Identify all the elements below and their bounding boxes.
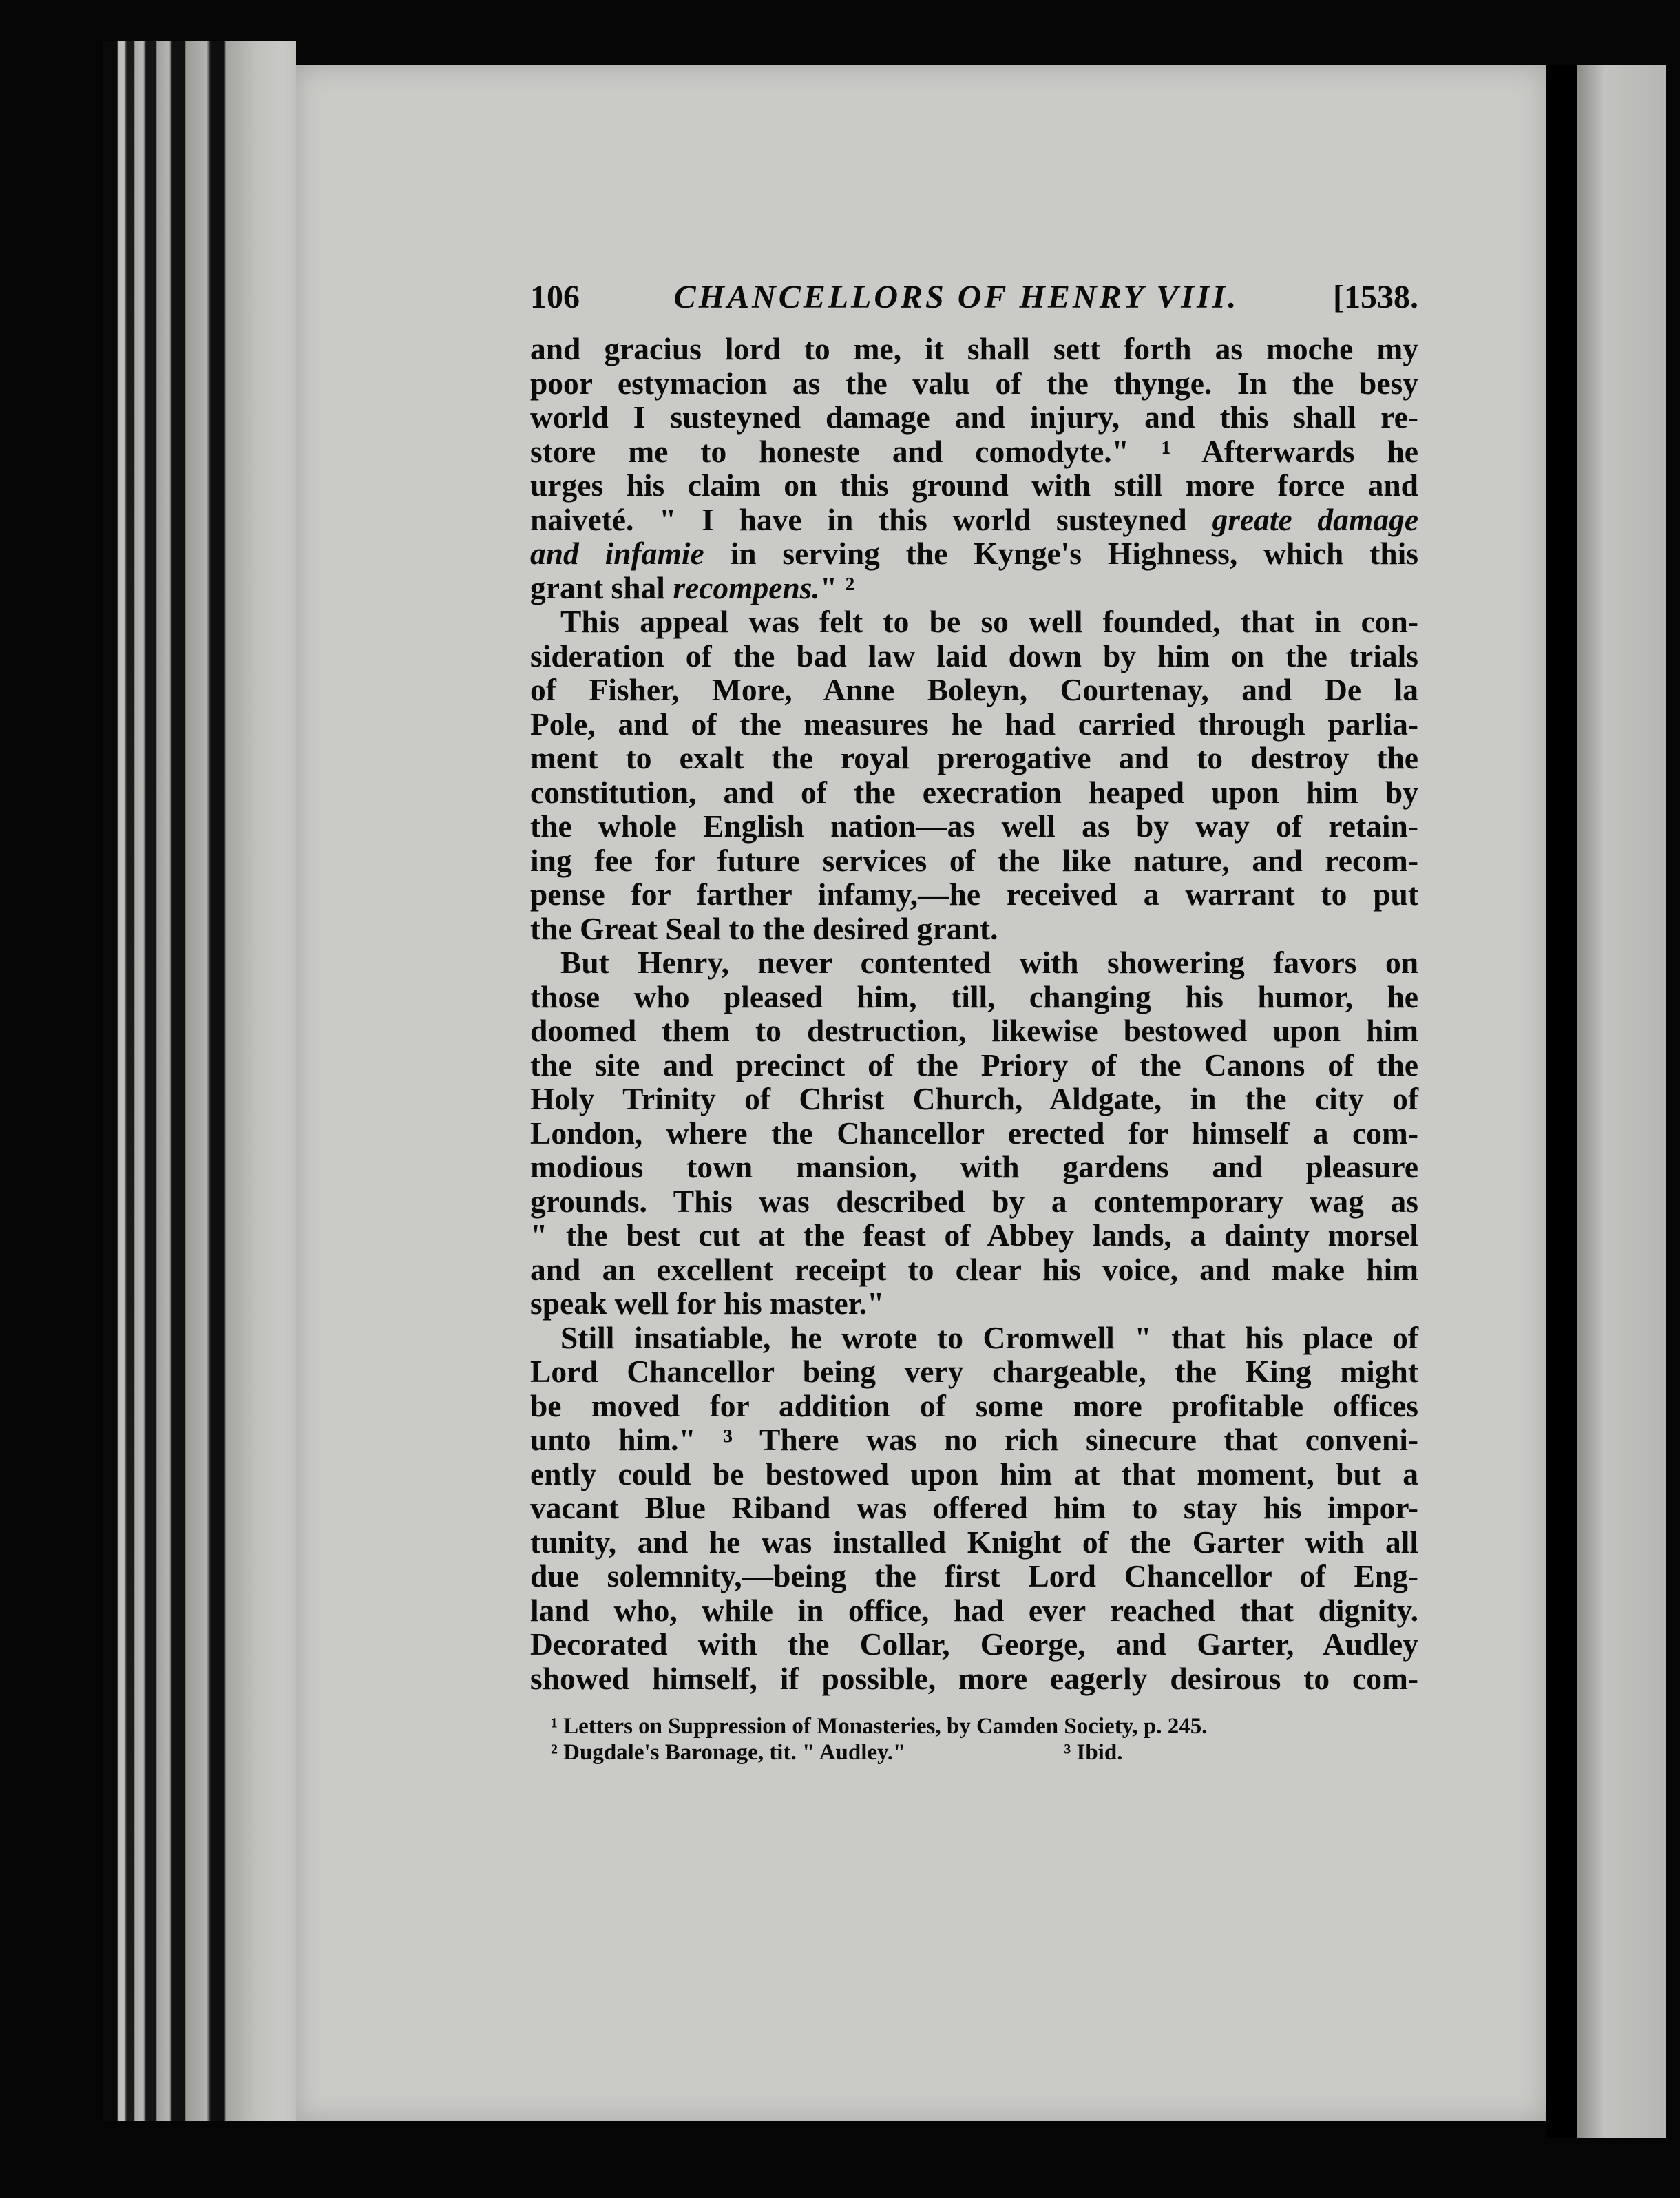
- text-line: [530, 571, 1418, 605]
- italic-text: and infamie: [530, 536, 704, 571]
- line-text: " the best cut at the feast of Abbey lands, a dainty morsel: [530, 1217, 1418, 1253]
- text-line: [530, 366, 1418, 401]
- text-line: [530, 1048, 1418, 1082]
- line-text: the whole English nation—as well as by way of retain-: [530, 808, 1418, 844]
- text-line: [530, 1559, 1418, 1593]
- text-line: [530, 1457, 1418, 1492]
- text-line: [530, 912, 1418, 946]
- line-text: store me to honeste and comodyte." ¹ Afterwards he: [530, 433, 1418, 469]
- text-line: [530, 435, 1418, 469]
- text-line: [530, 1184, 1418, 1219]
- line-text: ently could be bestowed upon him at that moment, but a: [530, 1456, 1418, 1492]
- text-line: [530, 1150, 1418, 1184]
- text-line: [530, 1662, 1418, 1696]
- line-text: vacant Blue Riband was offered him to stay his impor-: [530, 1490, 1418, 1525]
- line-text: and gracius lord to me, it shall sett forth as moche my: [530, 331, 1418, 366]
- line-text: Decorated with the Collar, George, and Garter, Audley: [530, 1626, 1418, 1662]
- line-text: Holy Trinity of Christ Church, Aldgate, in the city of: [530, 1081, 1418, 1116]
- line-text: be moved for addition of some more profitable offices: [530, 1388, 1418, 1423]
- text-line: [530, 945, 1418, 980]
- footnote-text: ³ Ibid.: [1064, 1740, 1123, 1765]
- line-text: grant shal: [530, 569, 673, 605]
- text-line: [530, 1321, 1418, 1355]
- text-line: [530, 605, 1418, 639]
- text-line: [530, 1253, 1418, 1287]
- line-text: of Fisher, More, Anne Boleyn, Courtenay, and De la: [530, 672, 1418, 707]
- line-text: But Henry, never contented with showering favors on: [560, 945, 1418, 980]
- text-line: [530, 468, 1418, 503]
- line-text: ing fee for future services of the like nature, and recom-: [530, 842, 1418, 878]
- line-text: " ²: [819, 569, 855, 605]
- line-text: the Great Seal to the desired grant.: [530, 910, 998, 946]
- line-text: those who pleased him, till, changing his humor, he: [530, 978, 1418, 1014]
- line-text: and an excellent receipt to clear his voice, and make him: [530, 1251, 1418, 1287]
- text-line: [530, 1525, 1418, 1560]
- footnotes: [530, 1713, 1418, 1766]
- line-text: naiveté. " I have in this world susteyned: [530, 501, 1212, 537]
- gutter: [1546, 65, 1577, 2138]
- text-line: [530, 1082, 1418, 1116]
- text-line: [530, 1491, 1418, 1525]
- text-line: [530, 741, 1418, 775]
- line-text: due solemnity,—being the first Lord Chancellor of Eng-: [530, 1558, 1418, 1593]
- footnote-text: ² Dugdale's Baronage, tit. " Audley.": [551, 1740, 906, 1765]
- line-text: Still insatiable, he wrote to Cromwell " that his place of: [560, 1319, 1418, 1355]
- footnote: [530, 1739, 1418, 1766]
- line-text: London, where the Chancellor erected for himself a com-: [530, 1115, 1418, 1151]
- running-head: [530, 277, 1418, 326]
- text-line: [530, 503, 1418, 537]
- text-line: [530, 639, 1418, 673]
- italic-text: greate damage: [1212, 501, 1419, 537]
- line-text: speak well for his master.": [530, 1286, 885, 1321]
- facing-page-edge: [1577, 65, 1666, 2138]
- text-line: [530, 1286, 1418, 1321]
- line-text: This appeal was felt to be so well founded, that in con-: [560, 604, 1418, 639]
- text-line: [530, 844, 1418, 878]
- line-text: tunity, and he was installed Knight of the Garter with all: [530, 1524, 1418, 1560]
- line-text: land who, while in office, had ever reached that dignity.: [530, 1592, 1418, 1628]
- text-line: [530, 1116, 1418, 1151]
- footnote-text: ¹ Letters on Suppression of Monasteries, by Camden Society, p. 245.: [551, 1714, 1208, 1739]
- italic-text: recompens.: [673, 569, 820, 605]
- text-line: [530, 1389, 1418, 1423]
- text-line: [530, 673, 1418, 707]
- line-text: Lord Chancellor being very chargeable, the King might: [530, 1354, 1418, 1389]
- line-text: urges his claim on this ground with still more force and: [530, 468, 1418, 503]
- page-number: 106: [530, 279, 580, 315]
- text-line: [530, 775, 1418, 810]
- line-text: sideration of the bad law laid down by him on the trials: [530, 638, 1418, 673]
- text-line: [530, 877, 1418, 912]
- text-line: [530, 980, 1418, 1014]
- body-text: [530, 332, 1418, 1695]
- text-line: [530, 1218, 1418, 1253]
- line-text: constitution, and of the execration heaped upon him by: [530, 774, 1418, 810]
- line-text: poor estymacion as the valu of the thynge. In the besy: [530, 365, 1418, 401]
- text-line: [530, 1423, 1418, 1457]
- line-text: pense for farther infamy,—he received a warrant to put: [530, 877, 1418, 912]
- text-line: [530, 1014, 1418, 1048]
- line-text: grounds. This was described by a contemporary wag as: [530, 1183, 1418, 1219]
- text-line: [530, 536, 1418, 571]
- line-text: unto him." ³ There was no rich sinecure that conveni-: [530, 1422, 1418, 1457]
- text-line: [530, 809, 1418, 844]
- line-text: ment to exalt the royal prerogative and to destroy the: [530, 740, 1418, 775]
- running-year: [1538.: [1333, 279, 1418, 315]
- footnote: [530, 1713, 1418, 1739]
- text-line: [530, 332, 1418, 366]
- line-text: world I susteyned damage and injury, and this shall re-: [530, 399, 1418, 435]
- text-line: [530, 1354, 1418, 1389]
- line-text: showed himself, if possible, more eagerly desirous to com-: [530, 1660, 1418, 1696]
- running-title: CHANCELLORS OF HENRY VIII.: [673, 279, 1239, 315]
- text-line: [530, 1627, 1418, 1662]
- book-page-edges: [103, 41, 296, 2121]
- text-block: [530, 277, 1418, 1766]
- line-text: Pole, and of the measures he had carried through parlia-: [530, 706, 1418, 742]
- line-text: the site and precinct of the Priory of the Canons of the: [530, 1047, 1418, 1082]
- text-line: [530, 400, 1418, 435]
- text-line: [530, 707, 1418, 742]
- line-text: doomed them to destruction, likewise bestowed upon him: [530, 1013, 1418, 1048]
- text-line: [530, 1593, 1418, 1628]
- line-text: modious town mansion, with gardens and pleasure: [530, 1149, 1418, 1184]
- line-text: in serving the Kynge's Highness, which this: [704, 536, 1418, 571]
